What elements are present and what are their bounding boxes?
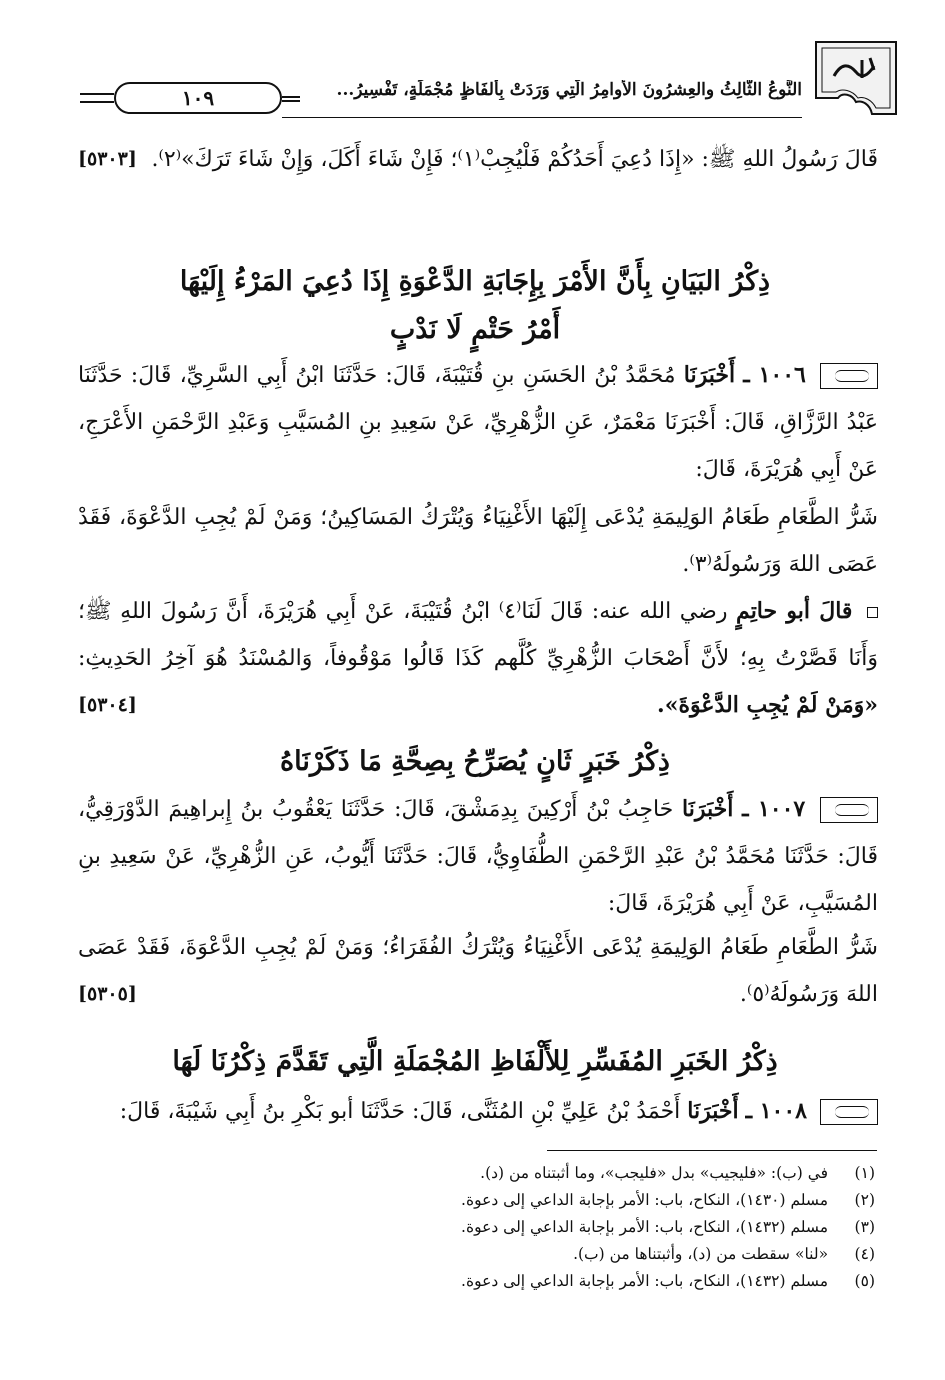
header-rule [80, 93, 114, 103]
isnad: مُحَمَّدُ بْنُ الحَسَنِ بنِ قُتَيْبَةَ، قَالَ: حَدَّثَنَا ابْنُ أَبِي السَّرِيِّ، قَالَ: حَدَّثَنَا عَبْدُ الرَّزَّاقِ، قَالَ: أَخْبَرَنَا مَعْمَرٌ، عَنِ الزُّهْرِيِّ، عَنْ سَعِيدِ بنِ المُسَيَّبِ وَعَبْدِ الرَّحْمَنِ الأَعْرَجِ، عَنْ أَبِي هُرَيْرَةَ، قَالَ: [78, 363, 878, 482]
heading-line: أَمْرُ حَتْمٍ لَا نَدْبٍ [389, 314, 561, 345]
footnote-divider [547, 1150, 877, 1151]
heading-line: ذِكْرُ البَيَانِ بِأَنَّ الأَمْرَ بِإِجَابَةِ الدَّعْوَةِ إِذَا دُعِيَ المَرْءُ إِلَيْهَا [179, 266, 771, 297]
hadith-number: ١٠٠٧ ـ [742, 796, 806, 822]
note-quote: «وَمَنْ لَمْ يُجِبِ الدَّعْوَةَ». [657, 692, 878, 718]
heading-line: ذِكْرُ خَبَرٍ ثَانٍ يُصَرِّحُ بِصِحَّةِ مَا ذَكَرْنَاهُ [280, 746, 670, 777]
header-divider [282, 117, 802, 118]
section-heading [70, 1038, 880, 1086]
hadith-1005-tail [78, 136, 878, 183]
running-title: النَّوعُ الثَّالِثُ والعِشرُونَ الأَوامِرُ الَّتِي وَرَدَتْ بِأَلفَاظٍ مُجْمَلَةٍ، تَفْسِيرُ... [336, 80, 802, 100]
footnote [75, 1187, 875, 1214]
footnote-text: «لنا» سقطت من (د)، وأثبتناها من (ب). [573, 1245, 829, 1263]
hadith-number: ١٠٠٦ ـ [743, 362, 806, 388]
note-label: قالَ أبو حاتِمٍ [736, 598, 853, 624]
footnote-number: (٣) [854, 1218, 875, 1236]
footnote [75, 1214, 875, 1241]
matn: شَرُّ الطَّعَامِ طَعَامُ الوَلِيمَةِ يُدْعَى إِلَيْهَا الأَغْنِيَاءُ وَيُتْرَكُ المَسَاكِينُ؛ وَمَنْ لَمْ يُجِبِ الدَّعْوَةَ، فَقَدْ عَصَى اللهَ وَرَسُولَهُ⁽٣⁾. [78, 505, 878, 577]
akhbarana: أَخْبَرَنَا [683, 362, 736, 388]
note-text: رضي الله عنه: قَالَ لَنَا⁽٤⁾ ابْنُ قُتَيْبَةَ، عَنْ أَبِي هُرَيْرَةَ، أَنَّ رَسُولَ اللهِ ﷺ؛ وَأَنَا قَصَّرْتُ بِهِ؛ لأَنَّ أَصْحَابَ الزُّهْرِيِّ كُلَّهم كَذَا قَالُوا مَوْقُوفاً، وَالمُسْنَدُ هُوَ آخِرُ الحَدِيثِ: [78, 599, 878, 671]
hadith-marker-icon [820, 363, 878, 389]
page-number: ١٠٩ [114, 82, 282, 114]
footnote [75, 1241, 875, 1268]
footnote-text: مسلم (١٤٣٢)، النكاح، باب: الأمر بإجابة الداعي إلى دعوة. [461, 1218, 829, 1236]
square-bullet-icon [867, 607, 878, 618]
hadith-1007 [78, 786, 878, 927]
footnote [75, 1268, 875, 1295]
page-header [80, 38, 900, 118]
matn: شَرُّ الطَّعَامِ طَعَامُ الوَلِيمَةِ يُدْعَى الأَغْنِيَاءُ وَيُتْرَكُ الفُقَرَاءُ؛ وَمَنْ لَمْ يُجِبِ الدَّعْوَةَ، فَقَدْ عَصَى اللهَ وَرَسُولَهُ⁽٥⁾. [78, 935, 878, 1007]
hadith-number: ١٠٠٨ ـ [745, 1098, 807, 1124]
section-heading [70, 258, 880, 354]
header-rule [282, 96, 300, 102]
footnote-number: (١) [854, 1164, 875, 1182]
abu-hatim-note [78, 588, 878, 729]
akhbarana: أَخْبَرَنَا [687, 1098, 739, 1124]
isnad: أَحْمَدُ بْنُ عَلِيِّ بْنِ المُثَنَّى، قَالَ: حَدَّثَنَا أبو بَكْرِ بنُ أَبِي شَيْبَةَ، قَالَ: [119, 1099, 681, 1124]
footnote-number: (٤) [854, 1245, 875, 1263]
reference-number: [٥٣٠٥] [78, 983, 137, 1005]
footnote [75, 1160, 875, 1187]
footnote-number: (٢) [854, 1191, 875, 1209]
heading-line: ذِكْرُ الخَبَرِ المُفَسِّرِ لِلأَلْفَاظِ المُجْمَلَةِ الَّتِي تَقَدَّمَ ذِكْرُنَا لَهَا [172, 1046, 778, 1077]
hadith-text: قَالَ رَسُولُ اللهِ ﷺ: «إِذَا دُعِيَ أَحَدُكُمْ فَلْيُجِبْ⁽١⁾؛ فَإِنْ شَاءَ أَكَلَ، وَإِنْ شَاءَ تَرَكَ»⁽٢⁾. [151, 147, 878, 172]
corner-ornament-icon [812, 38, 900, 118]
footnote-text: مسلم (١٤٣٢)، النكاح، باب: الأمر بإجابة الداعي إلى دعوة. [461, 1272, 829, 1290]
hadith-marker-icon [820, 1099, 878, 1125]
reference-number: [٥٣٠٤] [78, 694, 137, 716]
footnote-text: في (ب): «فليجيب» بدل «فليجب»، وما أثبتناه من (د). [480, 1164, 829, 1182]
hadith-marker-icon [820, 797, 878, 823]
footnote-number: (٥) [854, 1272, 875, 1290]
akhbarana: أَخْبَرَنَا [682, 796, 734, 822]
hadith-1008 [78, 1088, 878, 1135]
reference-number: [٥٣٠٣] [78, 148, 137, 170]
hadith-1006 [78, 352, 878, 493]
hadith-1007-matn [78, 924, 878, 1018]
footnote-text: مسلم (١٤٣٠)، النكاح، باب: الأمر بإجابة الداعي إلى دعوة. [461, 1191, 829, 1209]
footnotes [75, 1160, 875, 1295]
hadith-1006-matn [78, 494, 878, 588]
section-heading [70, 738, 880, 786]
isnad: حَاجِبُ بْنُ أَرْكِينَ بِدِمَشْقَ، قَالَ: حَدَّثَنَا يَعْقُوبُ بنُ إِبراهِيمَ الدَّوْرَقِيُّ، قَالَ: حَدَّثَنَا مُحَمَّدُ بْنُ عَبْدِ الرَّحْمَنِ الطُّفَاوِيُّ، قَالَ: حَدَّثَنَا أَيُّوبُ، عَنِ الزُّهْرِيِّ، عَنْ سَعِيدِ بنِ المُسَيَّبِ، عَنْ أَبِي هُرَيْرَةَ، قَالَ: [78, 797, 878, 916]
